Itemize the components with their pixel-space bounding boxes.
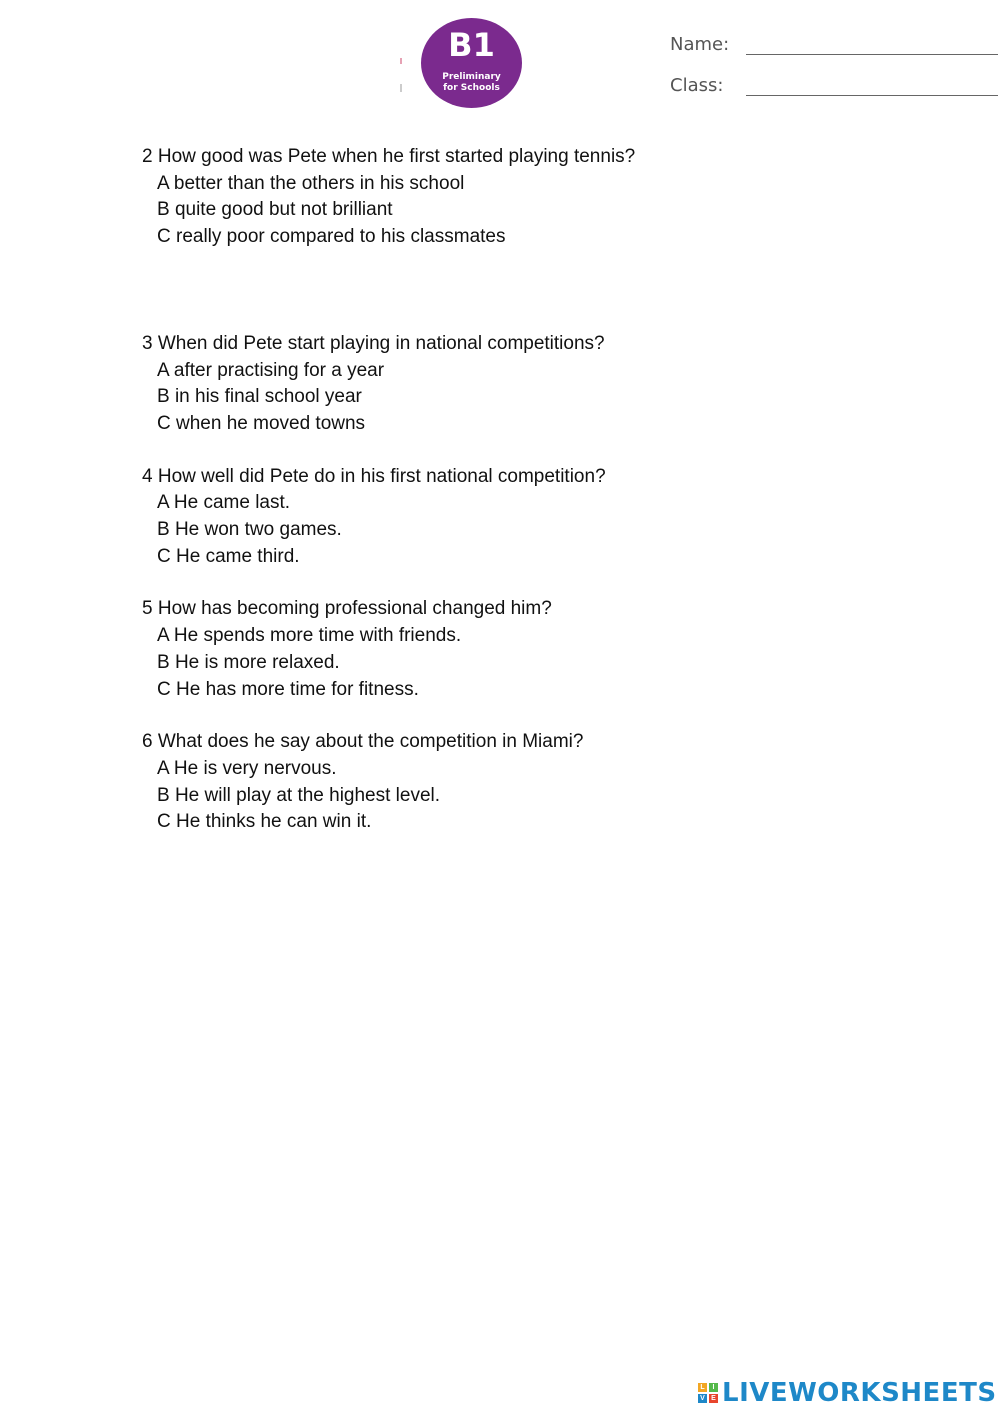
question-text: 2 How good was Pete when he first started playing tennis? (142, 146, 636, 167)
option-b[interactable]: B in his final school year (157, 386, 362, 408)
question-3 (142, 331, 842, 438)
question-text: 5 How has becoming professional changed him? (142, 598, 552, 620)
liveworksheets-footer[interactable] (698, 1378, 997, 1408)
question-5 (142, 596, 842, 703)
option-c[interactable]: C when he moved towns (157, 412, 366, 434)
liveworksheets-icon (698, 1383, 718, 1403)
class-field[interactable] (670, 75, 1000, 105)
option-a[interactable]: A better than the others in his school (157, 172, 465, 194)
icon-tile: E (709, 1394, 718, 1403)
question-text: 4 How well did Pete do in his first national competition? (142, 465, 606, 487)
question-text: 3 When did Pete start playing in national competitions? (142, 332, 605, 354)
name-label: Name: (670, 34, 730, 55)
b1-preliminary-logo (421, 18, 522, 108)
logo-level: B1 (448, 26, 495, 64)
option-a[interactable]: A He spends more time with friends. (157, 625, 462, 647)
question-4 (142, 464, 842, 571)
page-edge-mark (400, 84, 402, 92)
option-a[interactable]: A after practising for a year (157, 359, 385, 381)
logo-subtitle-line1: Preliminary (442, 72, 501, 82)
option-b[interactable]: B quite good but not brilliant (157, 199, 393, 221)
option-c[interactable]: C He came third. (157, 545, 300, 567)
question-2 (142, 144, 842, 251)
option-b[interactable]: B He will play at the highest level. (157, 784, 441, 806)
class-line[interactable] (746, 95, 998, 96)
question-6 (142, 729, 842, 836)
name-line[interactable] (746, 54, 998, 55)
option-a[interactable]: A He came last. (157, 492, 291, 514)
logo-subtitle (421, 72, 522, 94)
question-list (142, 144, 842, 862)
option-c[interactable]: C He thinks he can win it. (157, 811, 372, 833)
page-edge-mark (400, 58, 402, 64)
icon-tile: I (709, 1383, 718, 1392)
option-b[interactable]: B He is more relaxed. (157, 651, 340, 673)
icon-tile: L (698, 1383, 707, 1392)
class-label: Class: (670, 75, 724, 96)
brand-name: LIVEWORKSHEETS (722, 1378, 997, 1408)
question-text: 6 What does he say about the competition in Miami? (142, 731, 584, 753)
option-a[interactable]: A He is very nervous. (157, 757, 337, 779)
icon-tile: V (698, 1394, 707, 1403)
option-b[interactable]: B He won two games. (157, 519, 342, 541)
option-c[interactable]: C really poor compared to his classmates (157, 226, 506, 248)
option-c[interactable]: C He has more time for fitness. (157, 678, 419, 700)
name-field[interactable] (670, 34, 1000, 64)
logo-subtitle-line2: for Schools (443, 83, 500, 93)
